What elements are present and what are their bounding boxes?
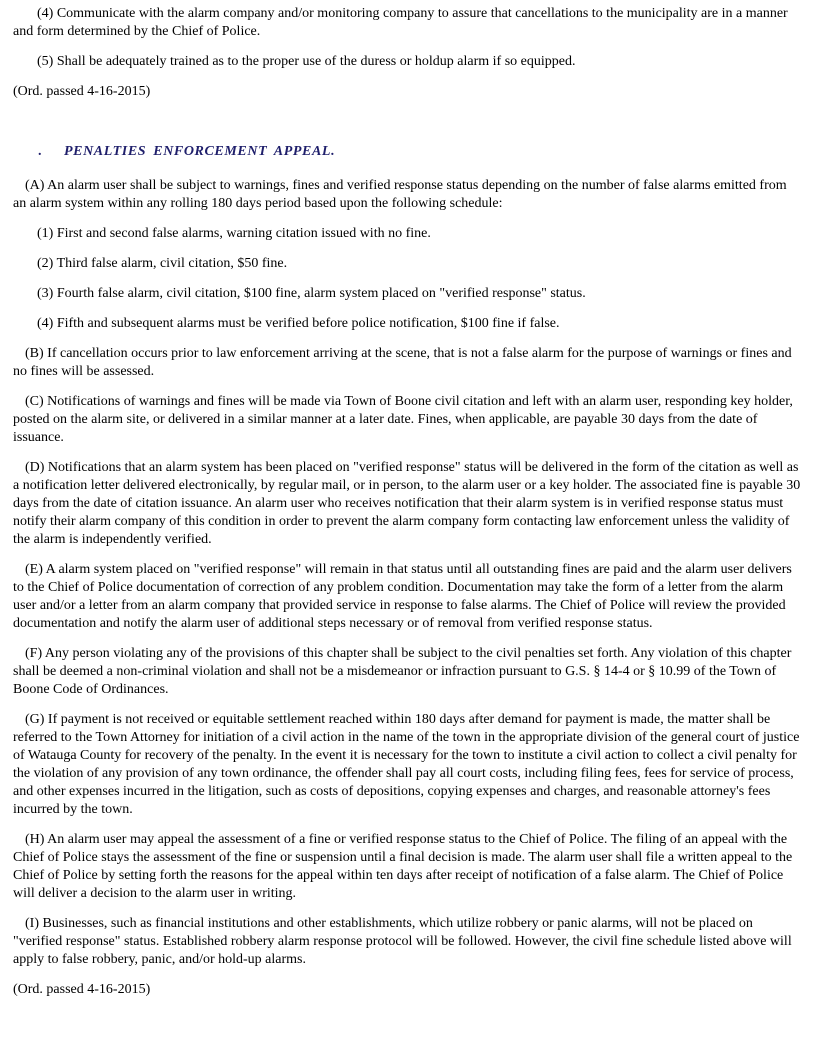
section-heading (13, 143, 803, 163)
paragraph-e: (E) A alarm system placed on "verified response" will remain in that status until all outstanding fines are paid and the alarm user delivers to the Chief of Police documentation of correction of any problem condition. Documentation may take the form of a letter from the alarm user and/or a letter from an alarm company that provided service in response to false alarms. The Chief of Police will review the provided documentation and notify the alarm user of additional steps necessary or of removal from verified response status. (13, 562, 792, 631)
paragraph-d: (D) Notifications that an alarm system has been placed on "verified response" status will be delivered in the form of the citation as well as a notification letter delivered electronically, by regular mail, or in person, to the alarm user or a key holder. The associated fine is payable 30 days from the date of citation issuance. An alarm user who receives notification that their alarm system is in verified response status must notify their alarm company of this condition in order to prevent the alarm company form contacting law enforcement unless the validity of the alarm is independently verified. (13, 460, 801, 547)
schedule-item-2: (2) Third false alarm, civil citation, $50 fine. (37, 256, 288, 271)
paragraph-f: (F) Any person violating any of the provisions of this chapter shall be subject to the civil penalties set forth. Any violation of this chapter shall be deemed a non-criminal violation and shall not be a misdemeanor or infraction pursuant to G.S. § 14-4 or § 10.99 of the Town of Boone Code of Ordinances. (13, 646, 792, 697)
paragraph-g: (G) If payment is not received or equitable settlement reached within 180 days after demand for payment is made, the matter shall be referred to the Town Attorney for initiation of a civil action in the name of the town in the appropriate division of the general court of justice of Watauga County for recovery of the penalty. In the event it is necessary for the town to institute a civil action to collect a civil penalty for the violation of any provision of any town ordinance, the offender shall pay all court costs, including filing fees, fees for service of process, and other expenses incurred in the litigation, such as costs of depositions, copying expenses and charges, and reasonable attorney's fees incurred by the town. (13, 712, 800, 817)
paragraph-i: (I) Businesses, such as financial institutions and other establishments, which utilize robbery or panic alarms, will not be placed on "verified response" status. Established robbery alarm response protocol will be followed. However, the civil fine schedule listed above will apply to false robbery, panic, and/or hold-up alarms. (13, 916, 792, 967)
section-number: . (38, 144, 42, 159)
ordinance-history-note: (Ord. passed 4-16-2015) (13, 84, 151, 99)
schedule-item-3: (3) Fourth false alarm, civil citation, $100 fine, alarm system placed on "verified response" status. (37, 286, 586, 301)
paragraph-a: (A) An alarm user shall be subject to warnings, fines and verified response status depending on the number of false alarms emitted from an alarm system within any rolling 180 days period based upon the following schedule: (13, 178, 787, 211)
paragraph-b: (B) If cancellation occurs prior to law enforcement arriving at the scene, that is not a false alarm for the purpose of warnings or fines and no fines will be assessed. (13, 346, 792, 379)
document-page (13, 5, 803, 1011)
schedule-item-1: (1) First and second false alarms, warning citation issued with no fine. (37, 226, 431, 241)
ordinance-history-note-bottom: (Ord. passed 4-16-2015) (13, 982, 151, 997)
list-item-5-duress-alarm-training: (5) Shall be adequately trained as to the proper use of the duress or holdup alarm if so equipped. (37, 54, 576, 69)
spacer (13, 113, 803, 135)
paragraph-h: (H) An alarm user may appeal the assessment of a fine or verified response status to the Chief of Police. The filing of an appeal with the Chief of Police stays the assessment of the fine or suspension until a final decision is made. The alarm user shall file a written appeal to the Chief of Police by setting forth the reasons for the appeal within ten days after receipt of notification of a false alarm. The Chief of Police will deliver a decision to the alarm user in writing. (13, 832, 793, 901)
schedule-item-4: (4) Fifth and subsequent alarms must be verified before police notification, $100 fine if false. (37, 316, 560, 331)
section-title: PENALTIES ENFORCEMENT APPEAL. (64, 144, 336, 159)
paragraph-c: (C) Notifications of warnings and fines will be made via Town of Boone civil citation and left with an alarm user, responding key holder, posted on the alarm site, or delivered in a similar manner at a later date. Fines, when applicable, are payable 30 days from the date of issuance. (13, 394, 793, 445)
list-item-4-alarm-company-cancellations: (4) Communicate with the alarm company and/or monitoring company to assure that cancellations to the municipality are in a manner and form determined by the Chief of Police. (13, 6, 788, 39)
